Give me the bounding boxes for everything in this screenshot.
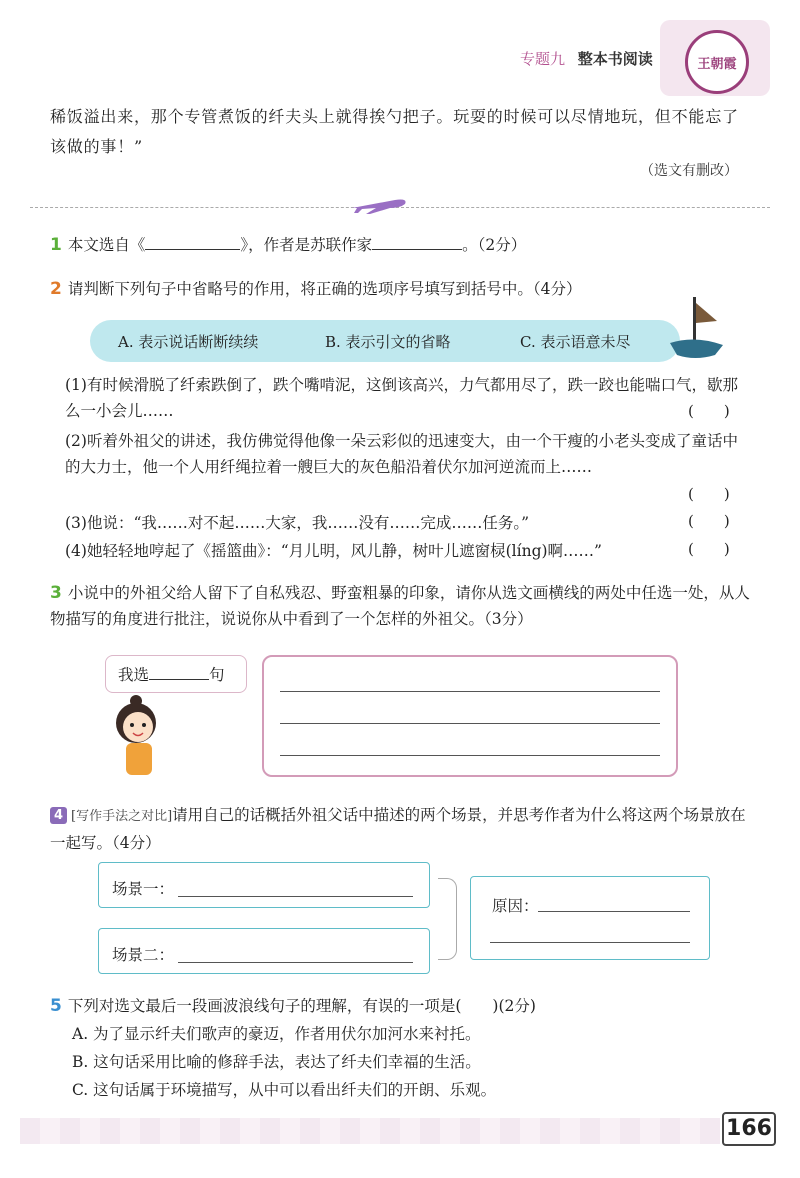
q2-item-1-text: (1)有时候滑脱了纤索跌倒了，跌个嘴啃泥，这倒该高兴，力气都用尽了，跌一跤也能喘口气，歇那么一小会儿…… — [65, 376, 738, 420]
q2-answer-4[interactable]: ( ) — [688, 540, 730, 558]
answer-line — [280, 755, 660, 756]
q2-answer-2[interactable]: ( ) — [688, 485, 730, 503]
answer-line — [280, 723, 660, 724]
reason-label: 原因： — [492, 897, 539, 915]
airplane-icon — [350, 188, 410, 218]
q1-text-a: 本文选自《 — [67, 236, 146, 254]
answer-line — [280, 691, 660, 692]
q1-text-b: 》，作者是苏联作家 — [240, 236, 373, 254]
question-5 — [50, 993, 536, 1019]
q5-option-c[interactable]: C. 这句话属于环境描写，从中可以看出纤夫们的开朗、乐观。 — [72, 1081, 497, 1099]
header-subject: 专题九 — [520, 50, 566, 68]
q5-option-a[interactable]: A. 为了显示纤夫们歌声的豪迈，作者用伏尔加河水来衬托。 — [72, 1025, 481, 1043]
q2-option-b: B. 表示引文的省略 — [325, 333, 451, 351]
scene1-label: 场景一： — [112, 880, 175, 898]
choose-sentence — [118, 662, 225, 688]
question-1 — [50, 232, 526, 258]
q2-answer-1[interactable]: ( ) — [688, 402, 730, 420]
page-number: 166 — [722, 1112, 776, 1146]
question-number: 5 — [50, 996, 62, 1016]
q2-item-2 — [65, 428, 745, 480]
question-number: 2 — [50, 279, 62, 299]
question-number: 1 — [50, 235, 62, 255]
footer-band — [20, 1118, 720, 1144]
q2-answer-3[interactable]: ( ) — [688, 512, 730, 530]
choose-label: 我选 — [118, 666, 150, 684]
q2-option-a: A. 表示说话断断续续 — [118, 333, 259, 351]
q3-text: 小说中的外祖父给人留下了自私残忍、野蛮粗暴的印象，请你从选文画横线的两处中任选一处，从人物描写的角度进行批注，说说你从中看到了一个怎样的外祖父。（3分） — [50, 584, 750, 628]
header-title: 整本书阅读 — [577, 50, 653, 68]
boat-icon — [665, 295, 725, 365]
q3-answer-box[interactable] — [262, 655, 678, 777]
q5-text: 下列对选文最后一段画波浪线句子的理解，有误的一项是( )(2分) — [67, 997, 536, 1015]
q2-item-4: (4)她轻轻地哼起了《摇篮曲》：“月儿明，风儿静，树叶儿遮窗棂(líng)啊……” — [65, 542, 602, 560]
brand-logo — [685, 30, 749, 94]
question-4 — [50, 802, 750, 856]
q2-item-2-text: (2)听着外祖父的讲述，我仿佛觉得他像一朵云彩似的迅速变大，由一个干瘦的小老头变成了童话中的大力士，他一个人用纤绳拉着一艘巨大的灰色船沿着伏尔加河逆流而上…… — [65, 432, 738, 476]
q4-tag-text: 写作手法之对比 — [76, 809, 168, 824]
passage-text: 稀饭溢出来，那个专管煮饭的纤夫头上就得挨勺把子。玩耍的时候可以尽情地玩，但不能忘了该做的事！” — [50, 107, 739, 156]
q1-blank-author[interactable] — [372, 233, 462, 250]
reason-line-1 — [538, 911, 690, 912]
logo-text: 王朝霞 — [697, 56, 737, 72]
question-2 — [50, 276, 581, 302]
q5-option-b[interactable]: B. 这句话采用比喻的修辞手法，表达了纤夫们幸福的生活。 — [72, 1053, 481, 1071]
q2-item-3: (3)他说：“我……对不起……大家，我……没有……完成……任务。” — [65, 514, 530, 532]
girl-illustration — [108, 695, 168, 780]
question-number: 4 — [50, 807, 67, 824]
question-3 — [50, 580, 750, 632]
page-header — [520, 48, 653, 69]
q1-text-c: 。（2分） — [462, 236, 527, 254]
q2-option-c: C. 表示语意未尽 — [520, 333, 631, 351]
q2-item-1 — [65, 372, 745, 424]
scene2-label: 场景二： — [112, 946, 175, 964]
q4-text: 请用自己的话概括外祖父话中描述的两个场景，并思考作者为什么将这两个场景放在一起写。（4分） — [50, 806, 746, 852]
q1-blank-book[interactable] — [145, 233, 240, 250]
question-number: 3 — [50, 583, 62, 603]
q2-text: 请判断下列句子中省略号的作用，将正确的选项序号填写到括号中。（4分） — [67, 280, 582, 298]
scene2-line — [178, 962, 413, 963]
q4-tag: [写作手法之对比] — [71, 809, 173, 824]
scene1-line — [178, 896, 413, 897]
passage-source: （选文有删改） — [640, 163, 738, 179]
brace-connector — [438, 878, 457, 960]
choose-blank[interactable] — [149, 663, 209, 680]
choose-suffix: 句 — [209, 666, 225, 684]
reason-line-2 — [490, 942, 690, 943]
